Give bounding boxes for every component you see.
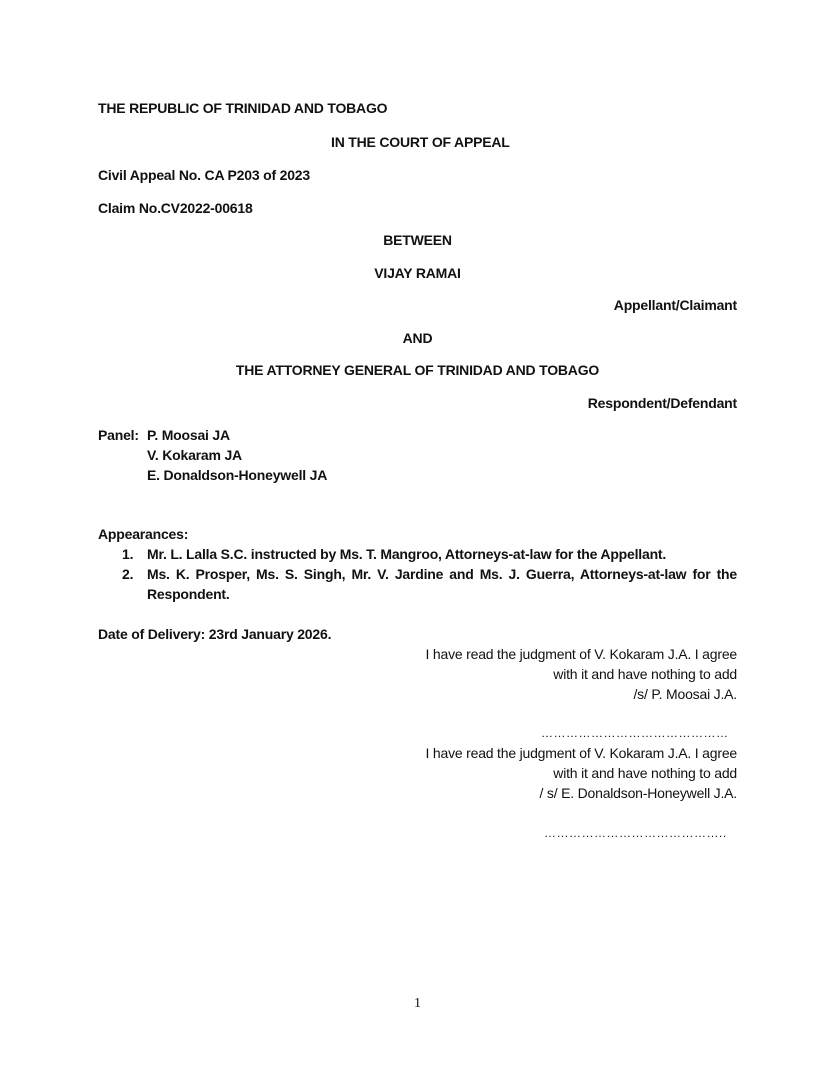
jurisdiction-heading: THE REPUBLIC OF TRINIDAD AND TOBAGO [98, 100, 388, 116]
appearance-text-continued: Respondent. [147, 586, 230, 602]
signature-dotted-line: …………………………………….. [544, 826, 727, 840]
concurrence-text-line1: I have read the judgment of V. Kokaram J.A. I agree [425, 646, 737, 662]
appearance-number: 2. [122, 566, 134, 582]
concurrence-signature: / s/ E. Donaldson-Honeywell J.A. [539, 785, 737, 801]
respondent-name: THE ATTORNEY GENERAL OF TRINIDAD AND TOBAGO [235, 362, 600, 378]
panel-judge: E. Donaldson-Honeywell JA [147, 467, 328, 483]
panel-judge: P. Moosai JA [147, 427, 230, 443]
signature-dotted-line: ……………………………………… [541, 726, 729, 740]
respondent-role: Respondent/Defendant [587, 395, 737, 411]
concurrence-text-line2: with it and have nothing to add [553, 765, 737, 781]
appearance-number: 1. [122, 546, 134, 562]
appellant-role: Appellant/Claimant [613, 297, 737, 313]
concurrence-text-line1: I have read the judgment of V. Kokaram J.A. I agree [425, 745, 737, 761]
court-heading: IN THE COURT OF APPEAL [331, 134, 510, 150]
appearance-text: Mr. L. Lalla S.C. instructed by Ms. T. Mangroo, Attorneys-at-law for the Appellant. [147, 546, 667, 562]
concurrence-signature: /s/ P. Moosai J.A. [633, 686, 737, 702]
appearance-text: Ms. K. Prosper, Ms. S. Singh, Mr. V. Jardine and Ms. J. Guerra, Attorneys-at-law for the [147, 566, 737, 582]
civil-appeal-number: Civil Appeal No. CA P203 of 2023 [98, 167, 310, 183]
page-number: 1 [414, 996, 421, 1011]
panel-label: Panel: [98, 427, 139, 443]
date-of-delivery: Date of Delivery: 23rd January 2026. [98, 626, 332, 642]
appellant-name: VIJAY RAMAI [374, 265, 461, 281]
and-label: AND [402, 330, 433, 346]
appearances-label: Appearances: [98, 526, 189, 542]
panel-judge: V. Kokaram JA [147, 447, 242, 463]
concurrence-text-line2: with it and have nothing to add [553, 666, 737, 682]
between-label: BETWEEN [383, 232, 452, 248]
claim-number: Claim No.CV2022-00618 [98, 200, 253, 216]
